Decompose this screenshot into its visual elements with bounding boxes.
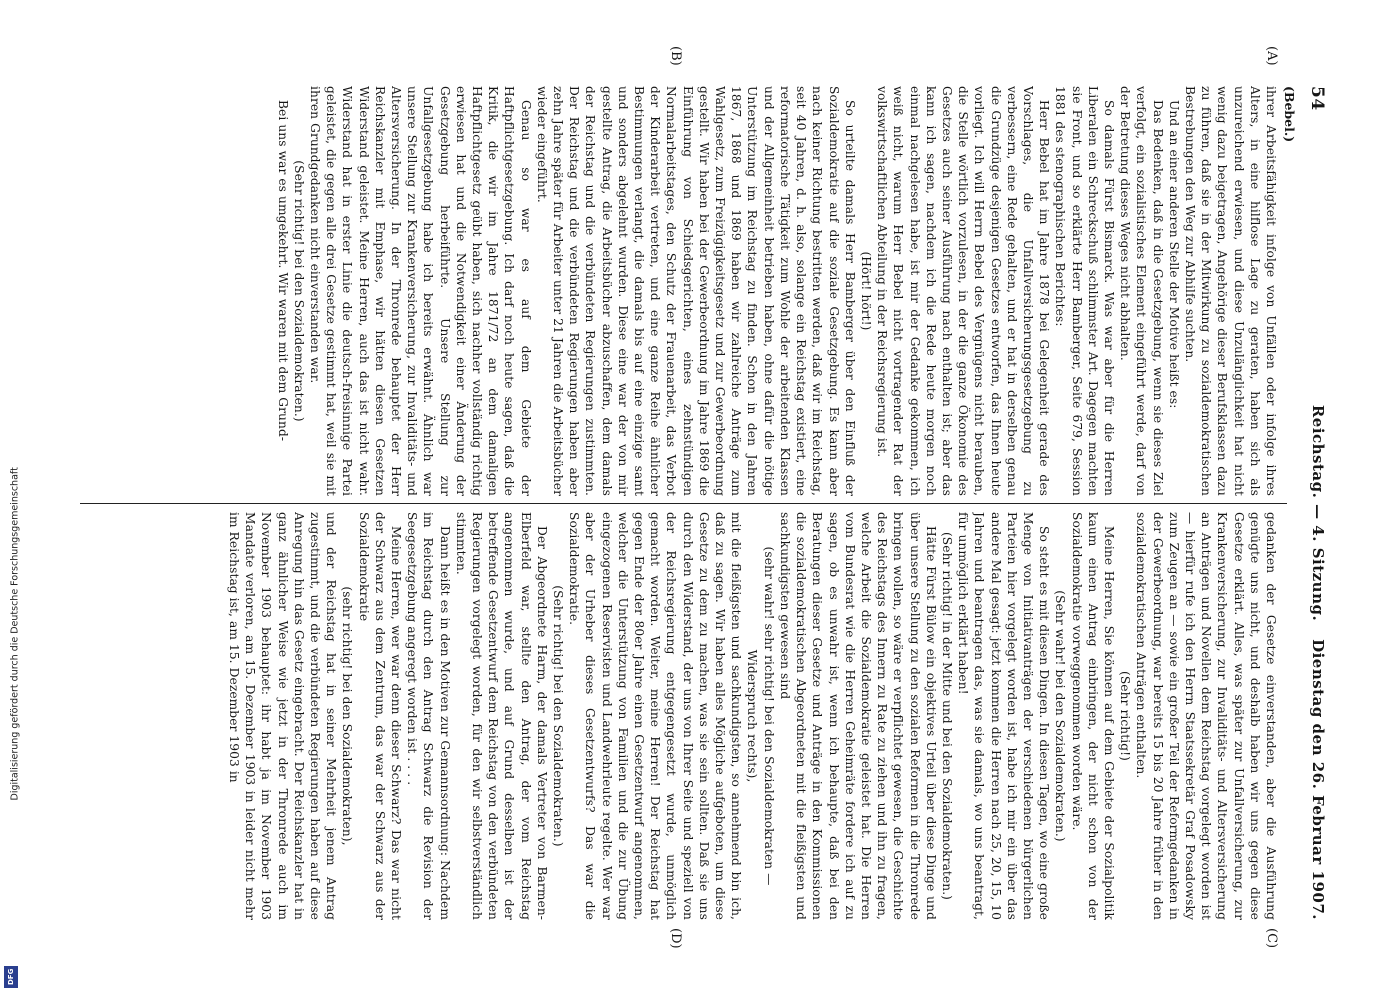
interjection: (Hört! hört!) (858, 251, 873, 331)
paragraph: So steht es mit diesen Dingen. In diesen Tagen, wo eine große Menge von Initiativanträgen der verschiedenen bürgerlichen Parteien hier vorgelegt worden ist, habe ich mir ein über das andere Mal gesagt: jetzt kommen die Herren nach 25, 20, 15, 10 Jahren und beantragen das, was sie damals, wo uns beantragt, für unmöglich erklärt haben! (956, 512, 1052, 920)
paragraph: ihrer Arbeitsfähigkeit infolge von Unfällen oder infolge ihres Alters, in eine hilflose Lage zu geraten, haben sich als unzureichend erwiesen, und diese Unzulänglichkeit hat nicht wenig dazu beigetragen, Angehörige dieser Berufsklassen dazu zu führen, daß sie in der Mitwirkung zu sozialdemokratischen Bestrebungen den Weg zur Abhilfe suchten. (1182, 86, 1278, 496)
paragraph: mit die fleißigsten und sachkundigsten, so annehmend bin ich, daß zu sagen. Wir haben alles Mögliche aufgeboten, um diese Gesetze zu dem zu machen, was sie sein sollten. Daß sie uns durch den Widerstand, der uns von Ihrer Seite und speziell von der Reichsregierung entgegengesetzt wurde, unmöglich gemacht worden. Weiter, meine Herren! Der Reichstag hat gegen Ende der 80er Jahre einen Gesetzentwurf angenommen, welcher die Unterstützung von Familien und die zur Übung eingezogenen Reservisten und Landwehrleute regelte. Wer war aber der Urheber dieses Gesetzentwurfs? Das war die Sozialdemokratie. (567, 512, 744, 920)
interjection: (Sehr richtig! in der Mitte und bei den Sozialdemokraten.) (939, 531, 954, 901)
margin-marker-b: (B) (668, 46, 683, 66)
margin-marker-c: (C) (1264, 928, 1279, 949)
paragraph: gedanken der Gesetze einverstanden, aber die Ausführung genügte uns nicht, und deshalb haben wir uns gegen diese Gesetze erklärt. Alles, was später zur Unfallversicherung, zur Krankenversicherung, zur Invaliditäts- und Altersversicherung an Anträgen und Novellen dem Reichstag vorgelegt worden ist — hierfür rufe ich den Herrn Staatssekretär Graf Posadowsky zum Zeugen an — sowie ein großer Teil der Reformgedanken in der Gewerbeordnung, war bereits 15 bis 20 Jahre früher in den sozialdemokratischen Anträgen enthalten. (1134, 512, 1278, 920)
interjection: (sehr wahr! sehr richtig! bei den Sozialdemokraten — Widerspruch rechts), (745, 546, 776, 886)
paragraph: Hätte Fürst Bülow ein objektives Urteil über diese Dinge und über unsere Stellung zu den sozialen Reformen in die Thronrede bringen wollen, so wäre er verpflichtet gewesen, die Geschichte des Reichstags des Innern zu Rate zu ziehen und ihn zu fragen, welche Arbeit die Sozialdemokratie geleistet hat. Die Herren vom Bundesrat wie die Herren Geheimräte fordere ich auf zu sagen, ob es unwahr ist, wenn ich behaupte, daß bei den Beratungen dieser Gesetze und Anträge in den Kommissionen die sozialdemokratischen Abgeordneten mit die fleißigsten und sachkundigsten gewesen sind (777, 512, 938, 920)
speaker-name: (Bebel.) (1282, 86, 1297, 143)
paragraph: So damals Fürst Bismarck. Was war aber für die Herren Liberalen ein Schreckschuß schlimmster Art. Dagegen machten sie Front, und so erklärte Herr Bamberger, Seite 679, Session 1881 des stenographischen Berichtes: (1053, 86, 1116, 496)
paragraph: Meine Herren, wer war denn dieser Schwarz? Das war nicht der Schwarz aus dem Zentrum, das war der Schwarz aus der Sozialdemokratie (356, 512, 404, 920)
paragraph: und der Reichstag hat in seiner Mehrheit jenem Antrag zugestimmt, und die verbündeten Regierungen haben auf diese Anregung hin das Gesetz eingebracht. Der Reichskanzler hat in ganz ähnlicher Weise wie jetzt in der Thronrede auch im November 1903 behauptet: ihr habt ja im November 1903 Mandate verloren, am 15. Dezember 1903 in leider nicht mehr im Reichstag ist, am 15. Dezember 1903 in (227, 512, 339, 920)
dfg-logo: DFG (4, 966, 18, 988)
funding-note: Digitalisierung gefördert durch die Deutsche Forschungsgemeinschaft (9, 467, 21, 801)
left-text-column (80, 86, 1279, 496)
column-divider (80, 503, 1287, 504)
paragraph: So urteilte damals Herr Bamberger über den Einfluß der Sozialdemokratie auf die soziale Gesetzgebung. Es kann aber nach keiner Richtung bestritten werden, daß wir im Reichstag, seit 40 Jahren, d. h. also, solange ein Reichstag existiert, eine reformatorische Tätigkeit zum Wohle der arbeitenden Klassen und der Allgemeinheit betrieben haben, ohne dafür die nötige Unterstützung im Reichstag zu finden. Schon in den Jahren 1867, 1868 und 1869 haben wir zahlreiche Anträge zum Wahlgesetz, zum Freizügigkeitsgesetz und zur Gewerbeordnung gestellt. Wir haben bei der Gewerbeordnung im Jahre 1869 die Einführung von Schiedsgerichten, eines zehnstündigen Normalarbeitstages, den Schutz der Frauenarbeit, das Verbot der Kinderarbeit vertreten, und eine ganze Reihe ähnlicher Bestimmungen verlangt, die damals bis auf eine einzige samt und sonders abgelehnt wurden. Diese eine war der von mir gestellte Antrag, die Arbeitsbücher abzuschaffen, dem damals der Reichstag und die verbündeten Regierungen zustimmten. Der Reichstag und die verbündeten Regierungen haben aber zehn Jahre später für Arbeiter unter 21 Jahren die Arbeitsbücher wieder eingeführt. (534, 86, 857, 496)
margin-marker-a: (A) (1264, 46, 1279, 66)
interjection: (Sehr richtig! bei den Sozialdemokraten.) (291, 160, 306, 422)
margin-marker-d: (D) (668, 928, 683, 949)
scan-sidebar (0, 0, 22, 1000)
paragraph: Herr Bebel hat im Jahre 1878 bei Gelegenheit gerade des Vorschlages, die Unfallversicherungsgesetzgebung zu verbessern, eine Rede gehalten, und er hat in derselben genau die Grundzüge desjenigen Gesetzes entworfen, das Ihnen heute vorliegt. Ich will Herrn Bebel des Vergnügens nicht berauben, die Stelle wörtlich vorzulesen, in der die ganze Ökonomie des Gesetzes auch seiner Ausführung nach enthalten ist; aber das kann ich sagen, nachdem ich die Rede heute morgen noch einmal nachgelesen habe, ist mir der Gedanke gekommen, ich weiß nicht, warum Herr Bebel nicht vortragender Rat der volkswirtschaftlichen Abteilung in der Reichsregierung ist. (875, 86, 1052, 496)
paragraph: Der Abgeordnete Harm, der damals Vertreter von Barmen-Elberfeld war, stellte den Antrag, der vom Reichstag angenommen wurde, und auf Grund desselben ist der betreffende Gesetzentwurf dem Reichstag von den verbündeten Regierungen vorgelegt worden, für den wir selbstverständlich stimmten. (453, 512, 549, 920)
paragraph: Genau so war es auf dem Gebiete der Haftpflichtgesetzgebung. Ich darf noch heute sagen, daß die Kritik, die wir im Jahre 1871/72 an dem damaligen Haftpflichtgesetz geübt haben, sich nachher vollständig richtig erwiesen hat und die Notwendigkeit einer Änderung der Gesetzgebung herbeiführte. Unsere Stellung zur Unfallgesetzgebung habe ich bereits erwähnt. Ähnlich war unsere Stellung zur Krankenversicherung, zur Invaliditäts- und Altersversicherung. In der Thronrede behauptet der Herr Reichskanzler mit Emphase, wir hätten diesen Gesetzen Widerstand geleistet. Meine Herren, auch das ist nicht wahr. Widerstand hat in erster Linie die deutsch-freisinnige Partei geleistet, die gegen alle drei Gesetze gestimmt hat, weil sie mit ihren Grundgedanken nicht einverstanden war. (308, 86, 533, 496)
paragraph: Und an einer anderen Stelle der Motive heißt es: (1166, 100, 1181, 409)
right-text-column (80, 512, 1279, 920)
header-title: Reichstag. — 4. Sitzung. (1309, 404, 1327, 622)
interjection: (sehr richtig! bei den Sozialdemokraten), (340, 586, 355, 846)
paragraph: Bei uns war es umgekehrt. Wir waren mit dem Grund- (275, 100, 290, 442)
interjection: (Sehr wahr! bei den Sozialdemokraten.) (1053, 590, 1068, 842)
running-header (1305, 86, 1327, 940)
interjection: (Sehr richtig!) (1118, 670, 1133, 761)
paragraph: Meine Herren, Sie können auf dem Gebiete der Sozialpolitik kaum einen Antrag einbringen, der nicht schon von der Sozialdemokratie vorweggenommen worden wäre. (1069, 512, 1116, 920)
paragraph: Dann heißt es in den Motiven zur Gemannsordnung: Nachdem im Reichstag durch den Antrag Schwarz die Revision der Seegesetzgebung angeregt worden ist . . . . (405, 512, 452, 920)
interjection: (Sehr richtig! bei den Sozialdemokraten.) (551, 585, 566, 847)
paragraph: Das Bedenken, daß in die Gesetzgebung, wenn sie dieses Ziel verfolgt, ein sozialistisches Element eingeführt werde, darf von der Betretung dieses Weges nicht abhalten. (1118, 86, 1165, 496)
page-number: 54 (1307, 86, 1327, 111)
header-date: Dienstag den 26. Februar 1907. (1309, 639, 1327, 920)
